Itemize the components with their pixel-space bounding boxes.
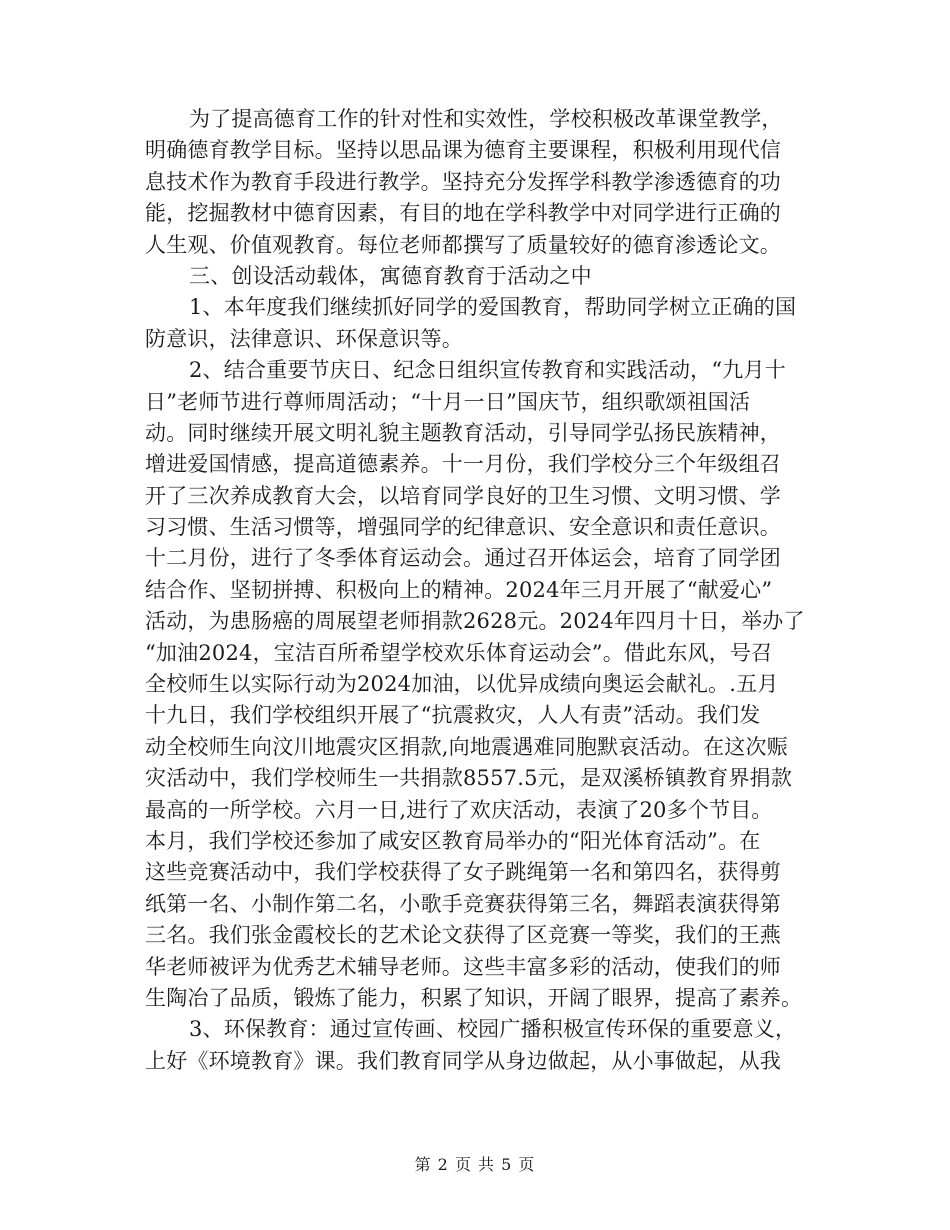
text-line: 本月，我们学校还参加了咸安区教育局举办的“阳光体育活动”。在 <box>145 828 761 853</box>
text-line: 能，挖掘教材中德育因素，有目的地在学科教学中对同学进行正确的 <box>145 201 781 226</box>
text-line: 灾活动中，我们学校师生一共捐款8557.5元，是双溪桥镇教育界捐款 <box>145 766 793 791</box>
text-line: 日”老师节进行尊师周活动；“十月一日”国庆节，组织歌颂祖国活 <box>145 389 751 414</box>
text-line: 纸第一名、小制作第二名，小歌手竞赛获得第三名，舞蹈表演获得第 <box>145 891 781 916</box>
text-line: 增进爱国情感，提高道德素养。十一月份，我们学校分三个年级组召 <box>145 452 781 477</box>
text-line: 开了三次养成教育大会，以培育同学良好的卫生习惯、文明习惯、学 <box>145 483 781 508</box>
text-line: 十九日，我们学校组织开展了“抗震救灾，人人有责”活动。我们发 <box>145 703 761 728</box>
page-footer: 第 2 页 共 5 页 <box>414 1155 536 1174</box>
text-line: 生陶冶了品质，锻炼了能力，积累了知识，开阔了眼界，提高了素养。 <box>145 985 803 1010</box>
text-line: 1、本年度我们继续抓好同学的爱国教育，帮助同学树立正确的国 <box>189 295 797 320</box>
text-line: 这些竞赛活动中，我们学校获得了女子跳绳第一名和第四名，获得剪 <box>145 860 781 885</box>
text-line: 全校师生以实际行动为2024加油，以优异成绩向奥运会献礼。.五月 <box>145 672 779 697</box>
text-line: 动全校师生向汶川地震灾区捐款,向地震遇难同胞默哀活动。在这次赈 <box>145 734 788 759</box>
text-line: 人生观、价值观教育。每位老师都撰写了质量较好的德育渗透论文。 <box>145 232 781 257</box>
text-line: 为了提高德育工作的针对性和实效性，学校积极改革课堂教学， <box>189 107 783 131</box>
text-line: 3、环保教育：通过宣传画、校园广播积极宣传环保的重要意义， <box>189 1017 797 1042</box>
text-line: 三名。我们张金霞校长的艺术论文获得了区竞赛一等奖，我们的王燕 <box>145 923 781 948</box>
text-line: 明确德育教学目标。坚持以思品课为德育主要课程，积极利用现代信 <box>145 138 781 163</box>
text-line: 结合作、坚韧拼搏、积极向上的精神。2024年三月开展了“献爱心” <box>145 577 773 602</box>
document-body <box>145 104 805 1077</box>
text-line: 习习惯、生活习惯等，增强同学的纪律意识、安全意识和责任意识。 <box>145 515 781 540</box>
text-line: 息技术作为教育手段进行教学。坚持充分发挥学科教学渗透德育的功 <box>145 169 781 194</box>
text-line: 华老师被评为优秀艺术辅导老师。这些丰富多彩的活动，使我们的师 <box>145 954 781 979</box>
text-line: 2、结合重要节庆日、纪念日组织宣传教育和实践活动，“九月十 <box>189 358 786 383</box>
text-line: 防意识，法律意识、环保意识等。 <box>145 326 463 351</box>
text-line: “加油2024，宝洁百所希望学校欢乐体育运动会”。借此东风，号召 <box>145 640 773 665</box>
text-line: 动。同时继续开展文明礼貌主题教育活动，引导同学弘扬民族精神， <box>145 420 781 445</box>
text-line: 上好《环境教育》课。我们教育同学从身边做起，从小事做起，从我 <box>145 1048 781 1073</box>
text-line: 三、创设活动载体，寓德育教育于活动之中 <box>189 263 592 288</box>
text-line: 最高的一所学校。六月一日,进行了欢庆活动，表演了20多个节目。 <box>145 797 773 822</box>
text-line: 活动，为患肠癌的周展望老师捐款2628元。2024年四月十日，举办了 <box>145 609 805 634</box>
text-line: 十二月份，进行了冬季体育运动会。通过召开体运会，培育了同学团 <box>145 546 781 571</box>
